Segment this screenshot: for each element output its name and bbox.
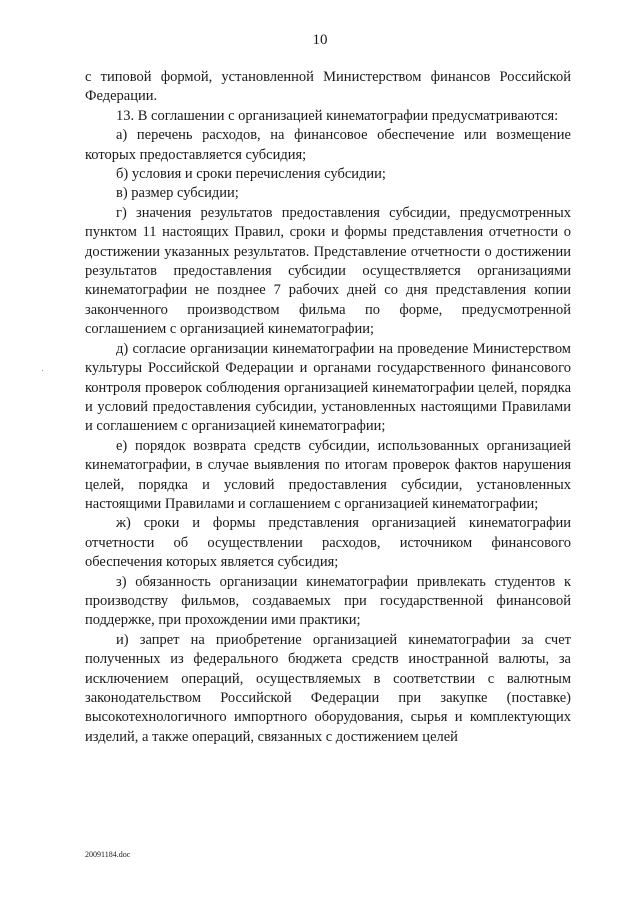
paragraph-item-v: в) размер субсидии;	[116, 185, 239, 202]
paragraph-item-i: и) запрет на приобретение организацией кинематографии за счет полученных из федерального бюджета средств иностранной валюты, за исключением операций, осуществляемых в соответствии с валютным законодательством Российской Федерации при закупке (поставке) высокотехнологичного импортного оборудования, сырья и комплектующих изделий, а также операций, связанных с достижением целей	[85, 631, 571, 745]
page-number: 10	[312, 32, 328, 48]
paragraph-clause-13: 13. В соглашении с организацией кинематографии предусматриваются:	[116, 107, 559, 124]
paragraph-continuation: с типовой формой, установленной Министерством финансов Российской Федерации.	[85, 69, 571, 105]
paragraph-item-a: а) перечень расходов, на финансовое обеспечение или возмещение которых предоставляется субсидия;	[85, 127, 571, 163]
paragraph-item-e: е) порядок возврата средств субсидии, использованных организацией кинематографии, в случае выявления по итогам проверок фактов нарушения целей, порядка и условий предоставления субсидии, установленных настоящими Правилами и соглашением с организацией кинематографии;	[85, 437, 571, 512]
paragraph-item-b: б) условия и сроки перечисления субсидии;	[116, 166, 386, 183]
document-body	[85, 68, 571, 747]
paragraph-item-z: з) обязанность организации кинематографии привлекать студентов к производству фильмов, создаваемых при государственной финансовой поддержке, при прохождении ими практики;	[85, 573, 571, 629]
paragraph-item-d: д) согласие организации кинематографии на проведение Министерством культуры Российской Федерации и органами государственного финансового контроля проверок соблюдения организацией кинематографии целей, порядка и условий предоставления субсидии, установленных настоящими Правилами и соглашением с организацией кинематографии;	[85, 340, 571, 435]
file-name-footer: 20091184.doc	[85, 850, 131, 859]
paragraph-item-zh: ж) сроки и формы представления организацией кинематографии отчетности об осуществлении расходов, источником финансового обеспечения которых является субсидия;	[85, 515, 571, 571]
paragraph-item-g: г) значения результатов предоставления субсидии, предусмотренных пунктом 11 настоящих Правил, сроки и формы представления отчетности о достижении указанных результатов. Представление отчетности о достижении результатов предоставления субсидии осуществляется организациями кинематографии не позднее 7 рабочих дней со дня представления копии законченного производством фильма по форме, предусмотренной соглашением с организацией кинематографии;	[85, 204, 571, 338]
margin-mark	[42, 370, 43, 371]
